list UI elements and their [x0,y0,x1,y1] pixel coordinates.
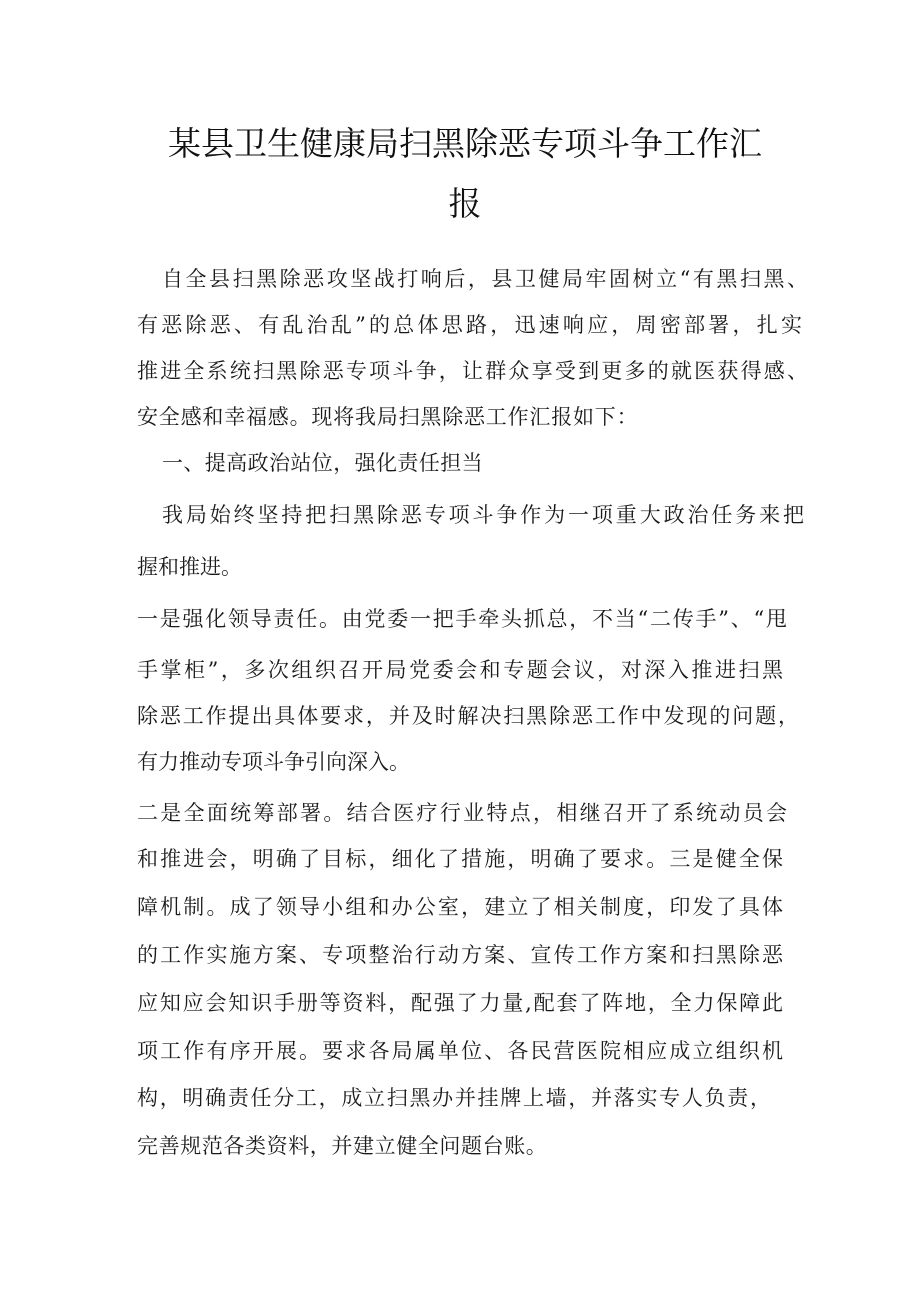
point2-line-7: 构，明确责任分工，成立扫黑办并挂牌上墙，并落实专人负责， [137,1086,771,1110]
point2-line-4: 的工作实施方案、专项整治行动方案、宣传工作方案和扫黑除恶 [137,943,783,967]
point2-line-2: 和推进会，明确了目标，细化了措施，明确了要求。三是健全保 [137,847,783,871]
point1-line-3: 除恶工作提出具体要求，并及时解决扫黑除恶工作中发现的问题， [137,704,799,728]
point2-line-1: 二是全面统筹部署。结合医疗行业特点，相继召开了系统动员会 [137,801,787,825]
intro-line-2: 有恶除恶、有乱治乱”的总体思路，迅速响应，周密部署，扎实 [137,313,802,337]
section1-heading: 一、提高政治站位，强化责任担当 [162,451,483,475]
section1-intro-line-2: 握和推进。 [137,555,242,579]
point2-line-3: 障机制。成了领导小组和办公室，建立了相关制度，印发了具体 [137,895,783,919]
point1-line-2: 手掌柜”，多次组织召开局党委会和专题会议，对深入推进扫黑 [137,658,783,682]
intro-line-1: 自全县扫黑除恶攻坚战打响后，县卫健局牢固树立“有黑扫黑、 [162,267,808,291]
point2-line-8: 完善规范各类资料，并建立健全问题台账。 [137,1134,548,1158]
document-title-line-1: 某县卫生健康局扫黑除恶专项斗争工作汇 [168,124,762,163]
point2-line-5: 应知应会知识手册等资料，配强了力量,配套了阵地，全力保障此 [137,991,783,1015]
document-title-line-2: 报 [448,184,482,223]
section1-intro-line-1: 我局始终坚持把扫黑除恶专项斗争作为一项重大政治任务来把 [162,503,804,527]
intro-line-4: 安全感和幸福感。现将我局扫黑除恶工作汇报如下： [137,405,639,429]
intro-line-3: 推进全系统扫黑除恶专项斗争，让群众享受到更多的就医获得感、 [137,359,808,383]
point1-line-1: 一是强化领导责任。由党委一把手牵头抓总，不当“二传手”、“甩 [137,607,787,631]
point2-line-6: 项工作有序开展。要求各局属单位、各民营医院相应成立组织机 [137,1039,783,1063]
point1-line-4: 有力推动专项斗争引向深入。 [137,750,410,774]
